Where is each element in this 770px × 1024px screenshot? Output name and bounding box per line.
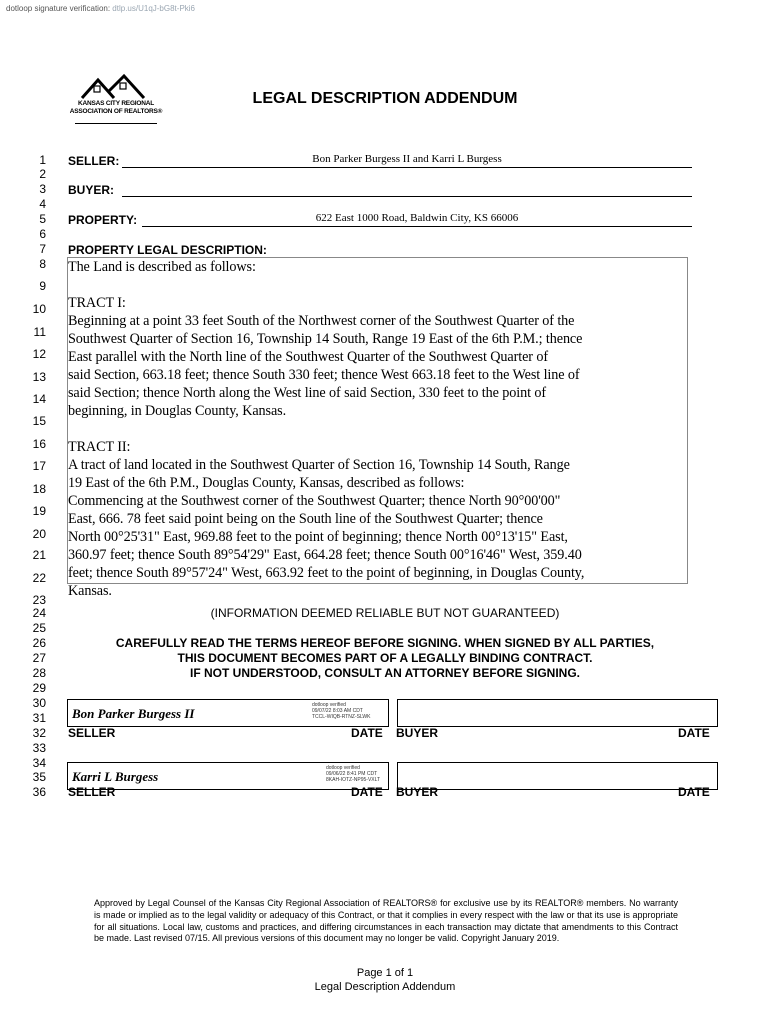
- line-number: 28: [32, 666, 46, 680]
- line-number: 23: [32, 593, 46, 607]
- document-title: LEGAL DESCRIPTION ADDENDUM: [252, 90, 518, 107]
- line-number: 33: [32, 741, 46, 755]
- property-value: 622 East 1000 Road, Baldwin City, KS 66006: [315, 212, 519, 224]
- line-number: 5: [39, 212, 46, 226]
- line-number: 30: [32, 696, 46, 710]
- buyer-date-label-1: DATE: [678, 726, 710, 740]
- line-number: 16: [32, 437, 46, 451]
- line-number: 14: [32, 392, 46, 406]
- footer-legal-notice: Approved by Legal Counsel of the Kansas City Regional Association of REALTORS® for exclusive use by its REALTOR® members. No warranty is made or implied as to the legal validity or adequacy of this Contract, or that it complies in every respect with the law or that its use is appropriate for all situations. Local law, customs and practices, and differing circumstances in each transaction may dictate that amendments to this Contract be made. Last revised 07/15. All previous versions of this document may no longer be valid. Copyright January 2019.: [94, 898, 678, 944]
- signing-warning: CAREFULLY READ THE TERMS HEREOF BEFORE SIGNING. WHEN SIGNED BY ALL PARTIES, THIS DOCUMENT BECOMES PART OF A LEGALLY BINDING CONTRACT. IF NOT UNDERSTOOD, CONSULT AN ATTORNEY BEFORE SIGNING.: [115, 636, 655, 680]
- line-number: 27: [32, 651, 46, 665]
- seller-label-1: SELLER: [68, 726, 116, 740]
- dotloop-verified-stamp-1: dotloop verified 09/07/22 8:03 AM CDT TCCL-WIQB-RTNZ-SLWK: [312, 702, 371, 720]
- seller-signature-1: Bon Parker Burgess II: [72, 706, 195, 721]
- line-number: 9: [39, 279, 46, 293]
- buyer-signature-box-1[interactable]: [397, 699, 718, 727]
- page-document-name: Legal Description Addendum: [314, 981, 456, 993]
- dotloop-verification-bar: [6, 4, 195, 13]
- line-number: 7: [39, 242, 46, 256]
- line-number: 21: [32, 548, 46, 562]
- buyer-date-label-2: DATE: [678, 785, 710, 799]
- legal-description-text: The Land is described as follows: TRACT I: Beginning at a point 33 feet South of the Northwest corner of the Southwest Quarter of the Southwest Quarter of Section 16, Township 14 South, Range 19 East of the 6th P.M.; thence East parallel with the North line of the Southwest Quarter of the Southwest Quarter of said Section, 663.18 feet; thence South 330 feet; thence West 663.18 feet to the West line of said Section; thence North along the West line of said Section, 330 feet to the point of beginning, in Douglas County, Kansas. TRACT II: A tract of land located in the Southwest Quarter of Section 16, Township 14 South, Range 19 East of the 6th P.M., Douglas County, Kansas, described as follows: Commencing at the Southwest corner of the Southwest Quarter; thence North 90°00'00" East, 666. 78 feet said point being on the South line of the Southwest Quarter; thence North 00°25'31" East, 969.88 feet to the point of beginning; thence North 00°13'15" East, 360.97 feet; thence South 89°54'29" East, 664.28 feet; thence South 00°16'46" West, 359.40 feet; thence South 89°57'24" West, 663.92 feet to the point of beginning, in Douglas County, Kansas.: [68, 259, 585, 599]
- line-number: 26: [32, 636, 46, 650]
- buyer-label-2: BUYER: [396, 785, 439, 799]
- verification-label: dotloop signature verification:: [6, 4, 111, 13]
- line-number: 20: [32, 527, 46, 541]
- logo-rule: [75, 123, 157, 124]
- info-disclaimer: (INFORMATION DEEMED RELIABLE BUT NOT GUARANTEED): [210, 606, 560, 620]
- line-number: 22: [32, 571, 46, 585]
- seller-signature-box-1[interactable]: [67, 699, 389, 727]
- buyer-label: BUYER:: [68, 183, 115, 197]
- line-number: 25: [32, 621, 46, 635]
- seller-label: SELLER:: [68, 154, 120, 168]
- buyer-label-1: BUYER: [396, 726, 439, 740]
- seller-label-2: SELLER: [68, 785, 116, 799]
- verification-link[interactable]: dtlp.us/U1qJ-bG8t-Pki6: [112, 4, 195, 13]
- line-number: 31: [32, 711, 46, 725]
- line-number: 32: [32, 726, 46, 740]
- buyer-signature-box-2[interactable]: [397, 762, 718, 790]
- line-number: 12: [32, 347, 46, 361]
- property-label: PROPERTY:: [68, 213, 138, 227]
- line-number: 3: [39, 182, 46, 196]
- line-number: 18: [32, 482, 46, 496]
- line-number: 6: [39, 227, 46, 241]
- property-field[interactable]: [142, 214, 692, 227]
- page-footer: [0, 966, 770, 994]
- dotloop-verified-stamp-2: dotloop verified 09/06/22 8:41 PM CDT 8KAH-IOTZ-NP95-VXLT: [326, 765, 381, 783]
- line-number: 8: [39, 257, 46, 271]
- seller-value: Bon Parker Burgess II and Karri L Burgess: [312, 153, 502, 165]
- line-number: 10: [32, 302, 46, 316]
- line-number: 19: [32, 504, 46, 518]
- line-number: 35: [32, 770, 46, 784]
- line-number: 1: [39, 153, 46, 167]
- seller-signature-2: Karri L Burgess: [72, 769, 159, 784]
- line-number: 24: [32, 606, 46, 620]
- line-number: 34: [32, 756, 46, 770]
- buyer-field[interactable]: [122, 184, 692, 197]
- line-number: 36: [32, 785, 46, 799]
- line-number: 13: [32, 370, 46, 384]
- page-number: Page 1 of 1: [356, 967, 414, 979]
- seller-date-label-2: DATE: [351, 785, 383, 799]
- seller-field[interactable]: [122, 155, 692, 168]
- line-number: 11: [33, 325, 46, 339]
- legal-description-label: PROPERTY LEGAL DESCRIPTION:: [68, 243, 267, 257]
- line-number: 17: [32, 459, 46, 473]
- line-number: 15: [32, 414, 46, 428]
- seller-date-label-1: DATE: [351, 726, 383, 740]
- logo-text: KANSAS CITY REGIONAL ASSOCIATION OF REALTORS®: [69, 100, 163, 115]
- line-number: 4: [39, 197, 46, 211]
- line-number: 2: [39, 167, 46, 181]
- line-number: 29: [32, 681, 46, 695]
